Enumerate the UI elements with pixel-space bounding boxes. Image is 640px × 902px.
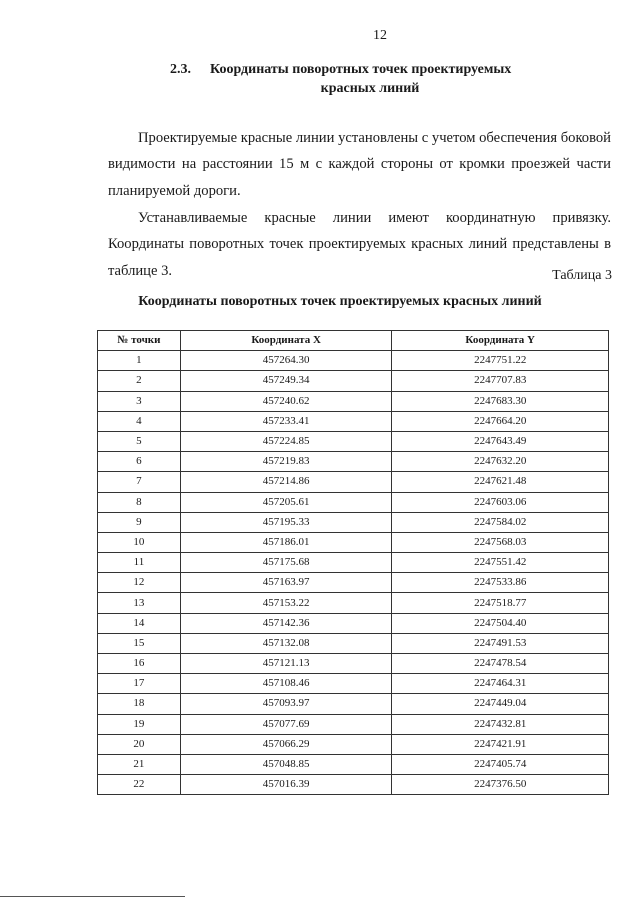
cell-coordinate-x: 457048.85 [180,754,392,774]
cell-point-number: 15 [98,633,181,653]
cell-point-number: 5 [98,431,181,451]
cell-point-number: 7 [98,472,181,492]
cell-point-number: 10 [98,532,181,552]
cell-point-number: 22 [98,775,181,795]
table-row [98,734,609,754]
cell-coordinate-x: 457153.22 [180,593,392,613]
cell-point-number: 4 [98,411,181,431]
cell-coordinate-y: 2247376.50 [392,775,609,795]
cell-coordinate-y: 2247603.06 [392,492,609,512]
cell-coordinate-y: 2247533.86 [392,573,609,593]
cell-coordinate-x: 457186.01 [180,532,392,552]
cell-coordinate-y: 2247568.03 [392,532,609,552]
cell-point-number: 17 [98,674,181,694]
section-number: 2.3. [170,62,191,77]
header-point-number: № точки [98,331,181,351]
cell-coordinate-y: 2247664.20 [392,411,609,431]
table-row [98,573,609,593]
table-row [98,512,609,532]
cell-coordinate-x: 457163.97 [180,573,392,593]
table-row [98,431,609,451]
cell-coordinate-y: 2247584.02 [392,512,609,532]
cell-point-number: 18 [98,694,181,714]
cell-coordinate-y: 2247518.77 [392,593,609,613]
table-row [98,714,609,734]
cell-coordinate-x: 457132.08 [180,633,392,653]
cell-coordinate-x: 457219.83 [180,452,392,472]
table-row [98,775,609,795]
cell-point-number: 2 [98,371,181,391]
table-row [98,371,609,391]
cell-coordinate-x: 457175.68 [180,553,392,573]
table-header-row [98,331,609,351]
cell-coordinate-y: 2247621.48 [392,472,609,492]
cell-coordinate-x: 457195.33 [180,512,392,532]
cell-point-number: 21 [98,754,181,774]
header-coordinate-y: Координата Y [392,331,609,351]
cell-coordinate-y: 2247464.31 [392,674,609,694]
cell-point-number: 8 [98,492,181,512]
cell-coordinate-x: 457142.36 [180,613,392,633]
cell-coordinate-y: 2247504.40 [392,613,609,633]
cell-coordinate-y: 2247478.54 [392,654,609,674]
cell-coordinate-y: 2247551.42 [392,553,609,573]
cell-point-number: 13 [98,593,181,613]
cell-coordinate-y: 2247491.53 [392,633,609,653]
table-row [98,532,609,552]
cell-coordinate-y: 2247751.22 [392,351,609,371]
paragraph-visibility: Проектируемые красные линии установлены с учетом обеспечения боковой видимости на расстоянии 15 м с каждой стороны от кромки проезжей части планируемой дороги. [108,129,611,199]
cell-coordinate-x: 457214.86 [180,472,392,492]
cell-point-number: 19 [98,714,181,734]
cell-point-number: 20 [98,734,181,754]
cell-coordinate-y: 2247643.49 [392,431,609,451]
coordinates-table [97,330,609,795]
cell-coordinate-x: 457240.62 [180,391,392,411]
table-row [98,351,609,371]
cell-point-number: 12 [98,573,181,593]
cell-coordinate-x: 457224.85 [180,431,392,451]
cell-coordinate-y: 2247432.81 [392,714,609,734]
cell-coordinate-x: 457205.61 [180,492,392,512]
cell-coordinate-y: 2247683.30 [392,391,609,411]
cell-coordinate-x: 457233.41 [180,411,392,431]
cell-point-number: 9 [98,512,181,532]
cell-coordinate-y: 2247632.20 [392,452,609,472]
table-label: Таблица 3 [552,268,612,283]
cell-point-number: 6 [98,452,181,472]
cell-coordinate-x: 457066.29 [180,734,392,754]
table-row [98,492,609,512]
cell-coordinate-x: 457093.97 [180,694,392,714]
table-row [98,674,609,694]
table-row [98,472,609,492]
table-row [98,391,609,411]
cell-coordinate-x: 457121.13 [180,654,392,674]
cell-point-number: 16 [98,654,181,674]
table-row [98,654,609,674]
section-title-line2: красных линий [320,81,420,96]
table-row [98,593,609,613]
table-row [98,694,609,714]
section-title-line1: Координаты поворотных точек проектируемых [210,62,512,77]
table-body [98,351,609,795]
cell-coordinate-x: 457108.46 [180,674,392,694]
cell-point-number: 1 [98,351,181,371]
table-row [98,613,609,633]
page-number: 12 [373,28,387,43]
table-row [98,754,609,774]
paragraph-coordinates: Устанавливаемые красные линии имеют координатную привязку. Координаты поворотных точек проектируемых красных линий представлены в таблице 3. [108,209,611,279]
footer-rule [0,896,185,897]
cell-point-number: 11 [98,553,181,573]
section-heading [170,60,610,98]
cell-coordinate-y: 2247405.74 [392,754,609,774]
table-row [98,633,609,653]
table-row [98,452,609,472]
cell-coordinate-x: 457016.39 [180,775,392,795]
cell-point-number: 3 [98,391,181,411]
table-row [98,553,609,573]
cell-coordinate-y: 2247421.91 [392,734,609,754]
table-title: Координаты поворотных точек проектируемых красных линий [138,294,542,309]
cell-coordinate-y: 2247449.04 [392,694,609,714]
table-row [98,411,609,431]
cell-coordinate-x: 457077.69 [180,714,392,734]
cell-coordinate-x: 457264.30 [180,351,392,371]
cell-coordinate-x: 457249.34 [180,371,392,391]
cell-coordinate-y: 2247707.83 [392,371,609,391]
cell-point-number: 14 [98,613,181,633]
header-coordinate-x: Координата X [180,331,392,351]
